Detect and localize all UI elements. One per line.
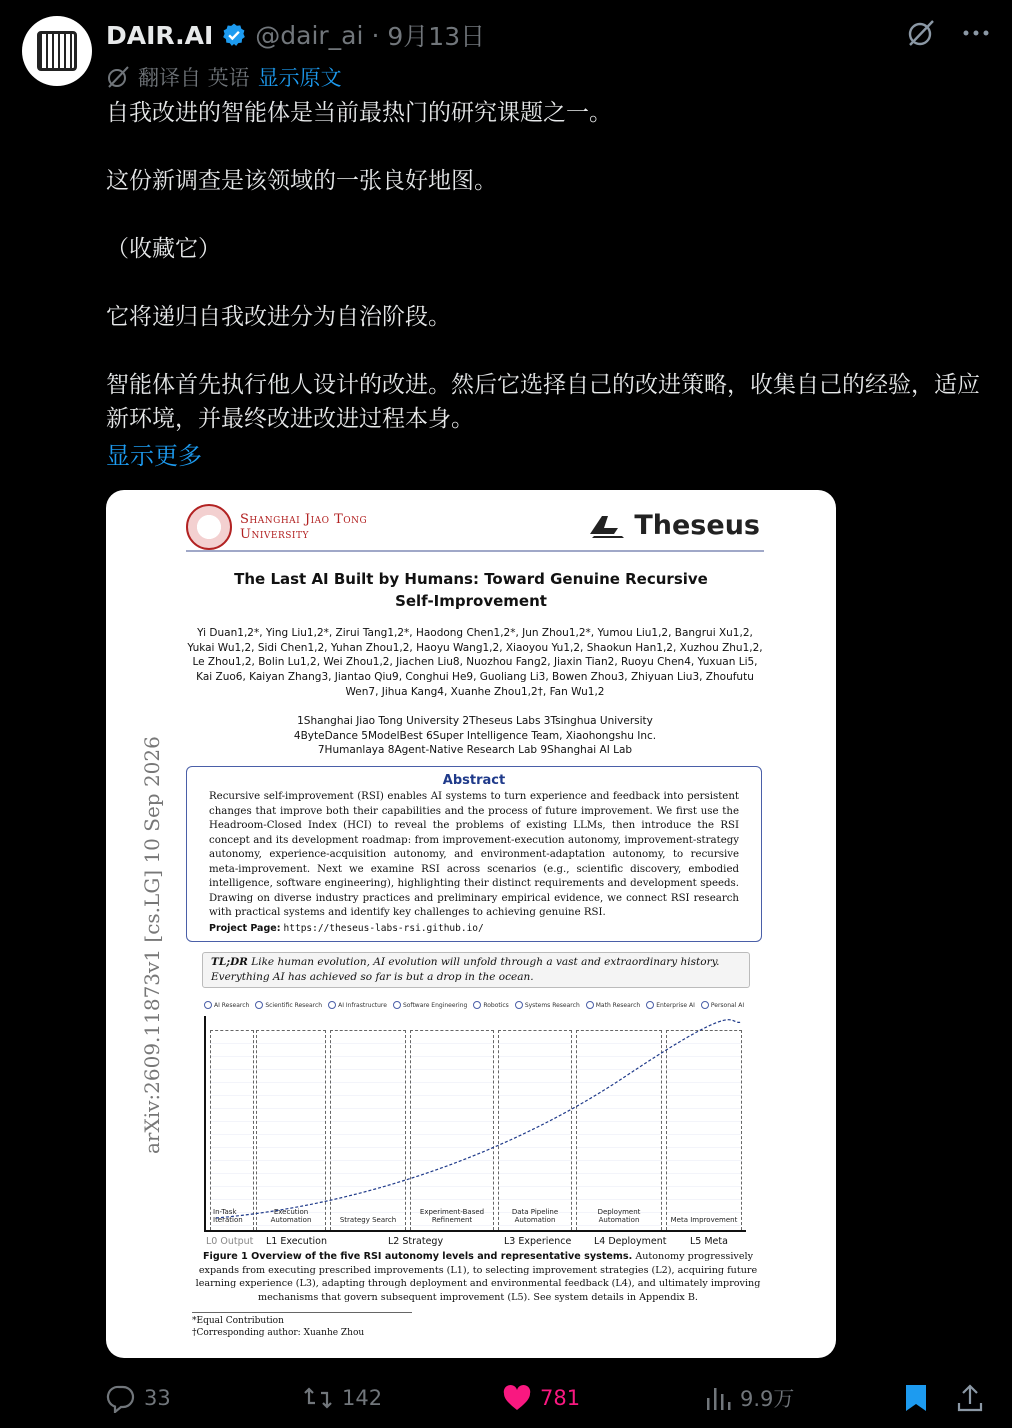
like-button[interactable]	[502, 1384, 580, 1412]
affiliation-line: 4ByteDance 5ModelBest 6Super Intelligence Team, Xiaohongshu Inc.	[293, 729, 657, 742]
author-name[interactable]: DAIR.AI	[106, 20, 214, 50]
legend-item: AI Infrastructure	[338, 1001, 387, 1009]
affiliations	[184, 714, 766, 758]
abstract-text: Recursive self-improvement (RSI) enables AI systems to turn experience and feedback into persistent changes that improve both their capabilities and the process of future improvement. We first use the Headroom-Closed Index (HCI) to reveal the problems of existing LLMs, then introduce the RSI concept and its development roadmap: from improvement-execution autonomy, improvement-strategy autonomy, experience-acquisition autonomy, and environment-adaptation autonomy, to recursive meta-improvement. Next we examine RSI across scenarios (e.g., scientific discovery, embodied intelligence, software engineering), highlighting their distinct requirements and development speeds. Drawing on diverse industry practices and preliminary empirical evidence, we connect RSI research with practical systems and identify key challenges to achieving genuine RSI.	[209, 791, 739, 918]
column-label: Execution Automation	[270, 1208, 312, 1224]
affiliation-line: 1Shanghai Jiao Tong University 2Theseus Labs 3Tsinghua University	[297, 715, 653, 727]
repost-button[interactable]	[302, 1383, 382, 1413]
legend-item: Enterprise AI	[656, 1001, 695, 1009]
like-icon	[502, 1384, 532, 1412]
avatar-icon	[37, 31, 77, 71]
author-list: Yi Duan1,2*, Ying Liu1,2*, Zirui Tang1,2*, Haodong Chen1,2*, Jun Zhou1,2*, Yumou Liu1,2, Bangrui Xu1,2, Yukai Wu1,2, Sidi Chen1,2, Yuhan Zhou1,2, Haoyu Wang1,2, Xiaoyou Yu1,2, Shaokun Han1,2, Xuzhou Zhu1,2, Le Zhou1,2, Bolin Lu1,2, Wei Zhou1,2, Jiachen Liu8, Nuozhou Fang2, Jiaxin Tian2, Ruoyu Chen4, Yuxuan Li5, Kai Zuo6, Kaiyan Zhang3, Jiantao Qiu9, Conghui He9, Guoliang Li3, Bowen Zhou3, Zhiyuan Liu3, Zhoufutu Wen7, Jihua Kang4, Xuanhe Zhou1,2†, Fan Wu1,2	[187, 627, 763, 698]
trend-line	[206, 1016, 746, 1230]
legend-item: Personal AI	[710, 1001, 745, 1009]
translation-bar	[106, 62, 342, 92]
level-label: L5 Meta	[690, 1236, 728, 1247]
post-text	[106, 96, 986, 436]
author-handle[interactable]: @dair_ai	[255, 20, 364, 50]
grok-icon[interactable]	[906, 18, 936, 48]
project-page-url: https://theseus-labs-rsi.github.io/	[283, 922, 484, 934]
translate-icon	[106, 65, 130, 89]
title-line: Self-Improvement	[395, 592, 547, 610]
legend-item: Systems Research	[524, 1001, 580, 1009]
column-label: In-Task Iteration	[213, 1208, 243, 1224]
project-page-label: Project Page:	[209, 922, 281, 934]
institution-line: Shanghai Jiao Tong	[240, 512, 368, 527]
figure-chart	[204, 1016, 746, 1232]
abstract-heading: Abstract	[442, 773, 506, 788]
translation-note: 翻译自 英语	[138, 66, 250, 90]
sjtu-logo	[186, 504, 367, 550]
level-label: L0 Output	[206, 1236, 254, 1247]
tldr-box	[202, 952, 750, 988]
share-icon	[956, 1383, 984, 1413]
views-count: 9.9万	[740, 1387, 795, 1411]
project-page	[209, 923, 739, 934]
legend-item: Software Engineering	[402, 1001, 468, 1009]
ship-icon	[588, 512, 628, 540]
post-line: （收藏它）	[106, 236, 221, 262]
column-label: Deployment Automation	[597, 1208, 641, 1224]
post-line: 这份新调查是该领域的一张良好地图。	[106, 168, 497, 194]
reply-icon	[106, 1383, 136, 1413]
post-line: 智能体首先执行他人设计的改进。然后它选择自己的改进策略，收集自己的经验，适应新环境，并最终改进改进过程本身。	[106, 372, 980, 432]
bookmark-icon	[904, 1383, 928, 1413]
title-line: The Last AI Built by Humans: Toward Genuine Recursive	[234, 570, 708, 588]
post-line: 它将递归自我改进分为自治阶段。	[106, 304, 451, 330]
reply-button[interactable]	[106, 1383, 171, 1413]
tldr-text: Like human evolution, AI evolution will unfold through a vast and extraordinary history. Everything AI has achieved so far is but a drop in the ocean.	[211, 956, 720, 983]
repost-icon	[302, 1383, 334, 1413]
brand-name: Theseus	[634, 510, 760, 541]
theseus-logo	[588, 510, 760, 541]
legend-item: Math Research	[595, 1001, 641, 1009]
repost-count: 142	[342, 1386, 383, 1410]
legend-item: AI Research	[214, 1001, 250, 1009]
like-count: 781	[540, 1386, 581, 1410]
footnote: *Equal Contribution	[192, 1316, 284, 1326]
institution-line: University	[240, 527, 309, 542]
column-label: Experiment-Based Refinement	[419, 1208, 485, 1224]
level-label: L3 Experience	[504, 1236, 572, 1247]
affiliation-line: 7Humanlaya 8Agent-Native Research Lab 9Shanghai AI Lab	[317, 744, 633, 757]
post-header	[106, 17, 485, 53]
level-label: L2 Strategy	[388, 1236, 444, 1247]
abstract-box	[186, 766, 762, 942]
show-original-link[interactable]: 显示原文	[257, 66, 342, 90]
action-bar	[106, 1380, 990, 1416]
bookmark-button[interactable]	[904, 1383, 928, 1413]
reply-count: 33	[144, 1386, 171, 1410]
post-date[interactable]: 9月13日	[387, 22, 486, 51]
caption-label: Figure 1 Overview of the five RSI autonomy levels and representative systems.	[203, 1251, 633, 1262]
legend-item: Scientific Research	[265, 1001, 323, 1009]
level-label: L1 Execution	[266, 1236, 327, 1247]
more-icon[interactable]	[962, 18, 990, 48]
separator: ·	[371, 20, 380, 50]
figure	[204, 996, 746, 1250]
arxiv-stamp-text: arXiv:2609.11873v1 [cs.LG] 10 Sep 2026	[140, 736, 164, 1154]
legend-item: Robotics	[483, 1001, 509, 1009]
figure-legend	[204, 996, 746, 1014]
verified-icon	[221, 22, 247, 48]
tldr-label: TL;DR	[211, 956, 248, 968]
attached-image[interactable]	[106, 490, 836, 1358]
post-line: 自我改进的智能体是当前最热门的研究课题之一。	[106, 100, 612, 126]
level-label: L4 Deployment	[594, 1236, 667, 1247]
column-label: Strategy Search	[339, 1216, 397, 1224]
views-button[interactable]	[704, 1383, 794, 1413]
column-label: Data Pipeline Automation	[511, 1208, 559, 1224]
avatar[interactable]	[22, 16, 92, 86]
show-more-link[interactable]: 显示更多	[106, 442, 202, 470]
sjtu-seal-icon	[186, 504, 232, 550]
caption-text: Autonomy progressively expands from executing prescribed improvements (L1), to selecting improvement strategies (L2), acquiring future learning experience (L3), adapting through deployment and environmental feedback (L4), and ultimately improving mechanisms that govern subsequent improvement (L5). See system details in Appendix B.	[195, 1251, 761, 1303]
paper-title	[146, 568, 796, 612]
share-button[interactable]	[956, 1383, 984, 1413]
views-icon	[704, 1384, 732, 1412]
footnotes	[192, 1312, 412, 1339]
column-label: Meta Improvement	[670, 1216, 738, 1224]
figure-caption	[192, 1250, 764, 1304]
footnote: †Corresponding author: Xuanhe Zhou	[192, 1328, 365, 1338]
